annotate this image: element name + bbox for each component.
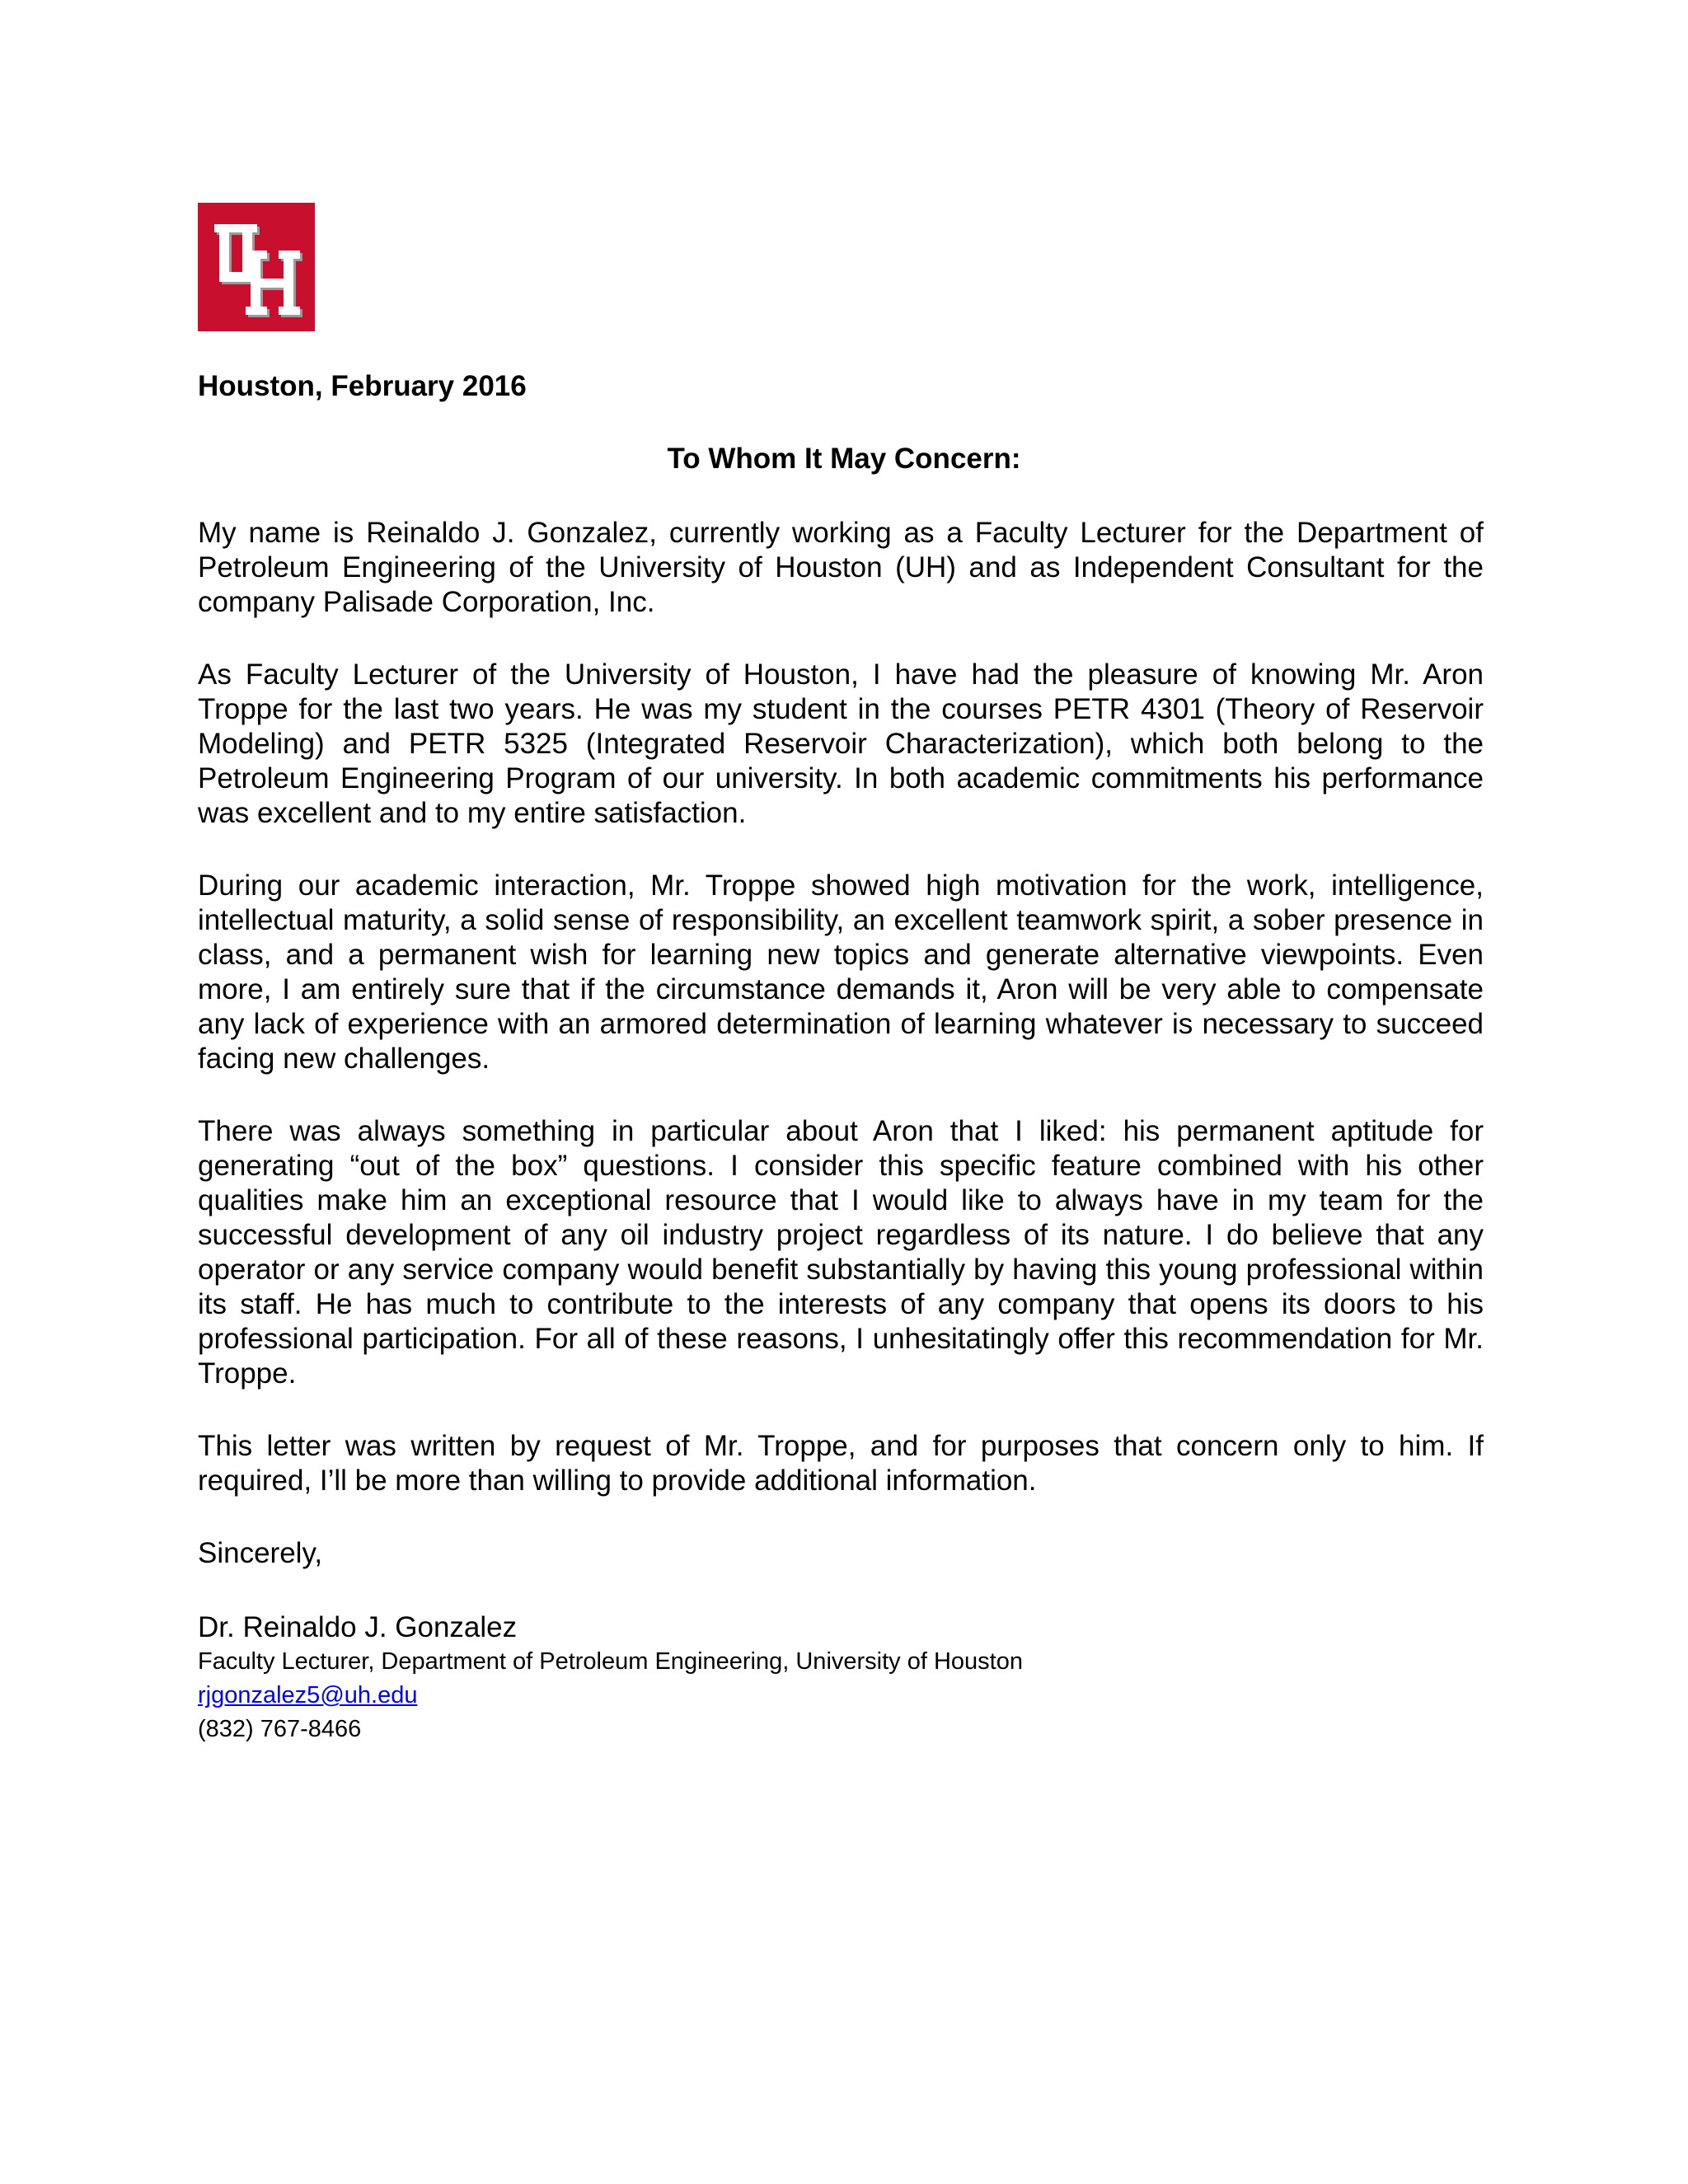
- paragraph-qualities: During our academic interaction, Mr. Troppe showed high motivation for the work, intelligence, intellectual maturity, a solid sense of responsibility, an excellent teamwork spirit, a sober presence in class, and a permanent wish for learning new topics and generate alternative viewpoints. Even more, I am entirely sure that if the circumstance demands it, Aron will be very able to compensate any lack of experience with an armored determination of learning whatever is necessary to succeed facing new challenges.: [198, 869, 1484, 1075]
- signatory-email-link[interactable]: rjgonzalez5@uh.edu: [198, 1682, 418, 1708]
- paragraph-purpose: This letter was written by request of Mr. Troppe, and for purposes that concern only to him. If required, I’ll be more than willing to provide additional information.: [198, 1430, 1484, 1497]
- uh-logo-icon: [198, 203, 315, 331]
- letter-date: Houston, February 2016: [198, 370, 527, 402]
- signature-block: [198, 1610, 1484, 1746]
- letter-closing: Sincerely,: [198, 1537, 323, 1569]
- paragraph-recommendation: There was always something in particular about Aron that I liked: his permanent aptitude for generating “out of the box” questions. I consider this specific feature combined with his other qualities make him an exceptional resource that I would like to always have in my team for the successful development of any oil industry project regardless of its nature. I do believe that any operator or any service company would benefit substantially by having this young professional within its staff. He has much to contribute to the interests of any company that opens its doors to his professional participation. For all of these reasons, I unhesitatingly offer this recommendation for Mr. Troppe.: [198, 1115, 1484, 1390]
- signatory-phone: (832) 767-8466: [198, 1716, 362, 1742]
- letter-body: [198, 516, 1484, 1746]
- signatory-name: Dr. Reinaldo J. Gonzalez: [198, 1611, 518, 1643]
- letter-salutation: To Whom It May Concern:: [667, 443, 1021, 475]
- paragraph-introduction: My name is Reinaldo J. Gonzalez, currently working as a Faculty Lecturer for the Department of Petroleum Engineering of the University of Houston (UH) and as Independent Consultant for the company Palisade Corporation, Inc.: [198, 517, 1484, 618]
- signatory-title: Faculty Lecturer, Department of Petroleum Engineering, University of Houston: [198, 1648, 1023, 1675]
- paragraph-academic-background: As Faculty Lecturer of the University of Houston, I have had the pleasure of knowing Mr. Aron Troppe for the last two years. He was my student in the courses PETR 4301 (Theory of Reservoir Modeling) and PETR 5325 (Integrated Reservoir Characterization), which both belong to the Petroleum Engineering Program of our university. In both academic commitments his performance was excellent and to my entire satisfaction.: [198, 658, 1484, 829]
